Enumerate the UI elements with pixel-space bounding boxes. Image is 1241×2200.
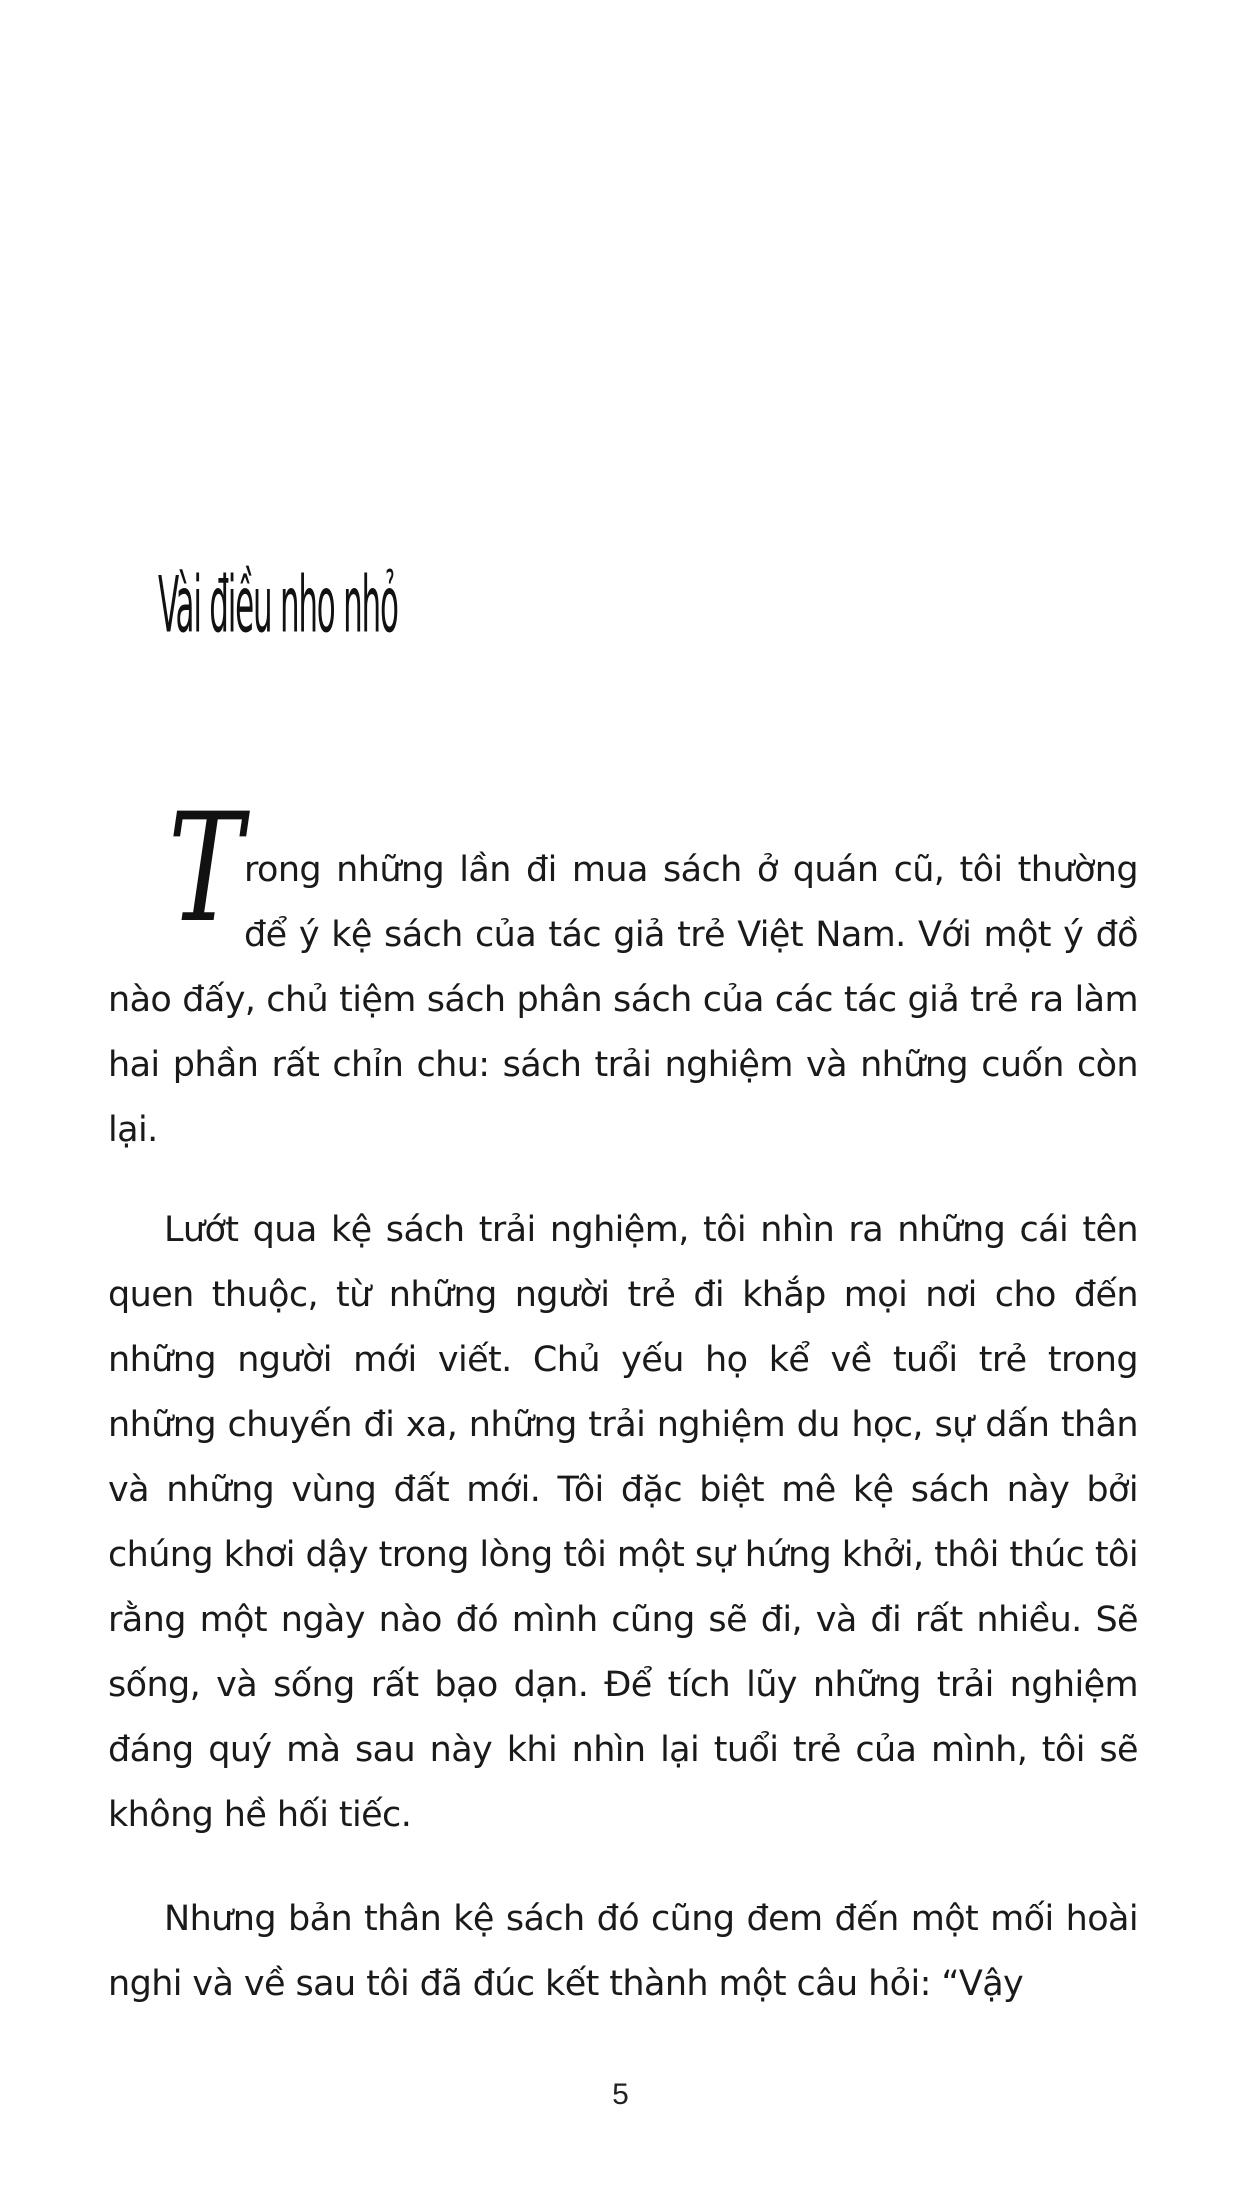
paragraph-1-text: rong những lần đi mua sách ở quán cũ, tôi thường để ý kệ sách của tác giả trẻ Việt Nam. Với một ý đồ nào đấy, chủ tiệm sách phân sách của các tác giả trẻ ra làm hai phần rất chỉn chu: sách trải nghiệm và những cuốn còn lại.	[108, 850, 1138, 1150]
paragraph-1	[108, 782, 1138, 1163]
paragraph-2: Lướt qua kệ sách trải nghiệm, tôi nhìn ra những cái tên quen thuộc, từ những người trẻ đi khắp mọi nơi cho đến những người mới viết. Chủ yếu họ kể về tuổi trẻ trong những chuyến đi xa, những trải nghiệm du học, sự dấn thân và những vùng đất mới. Tôi đặc biệt mê kệ sách này bởi chúng khơi dậy trong lòng tôi một sự hứng khởi, thôi thúc tôi rằng một ngày nào đó mình cũng sẽ đi, và đi rất nhiều. Sẽ sống, và sống rất bạo dạn. Để tích lũy những trải nghiệm đáng quý mà sau này khi nhìn lại tuổi trẻ của mình, tôi sẽ không hề hối tiếc.	[108, 1210, 1138, 1835]
chapter-title: Vài điều nho nhỏ	[158, 560, 398, 650]
drop-cap-container	[108, 782, 243, 956]
drop-cap-letter: T	[168, 782, 243, 956]
paragraph-3: Nhưng bản thân kệ sách đó cũng đem đến một mối hoài nghi và về sau tôi đã đúc kết thành một câu hỏi: “Vậy	[108, 1899, 1138, 2004]
page-number: 5	[612, 2078, 629, 2111]
